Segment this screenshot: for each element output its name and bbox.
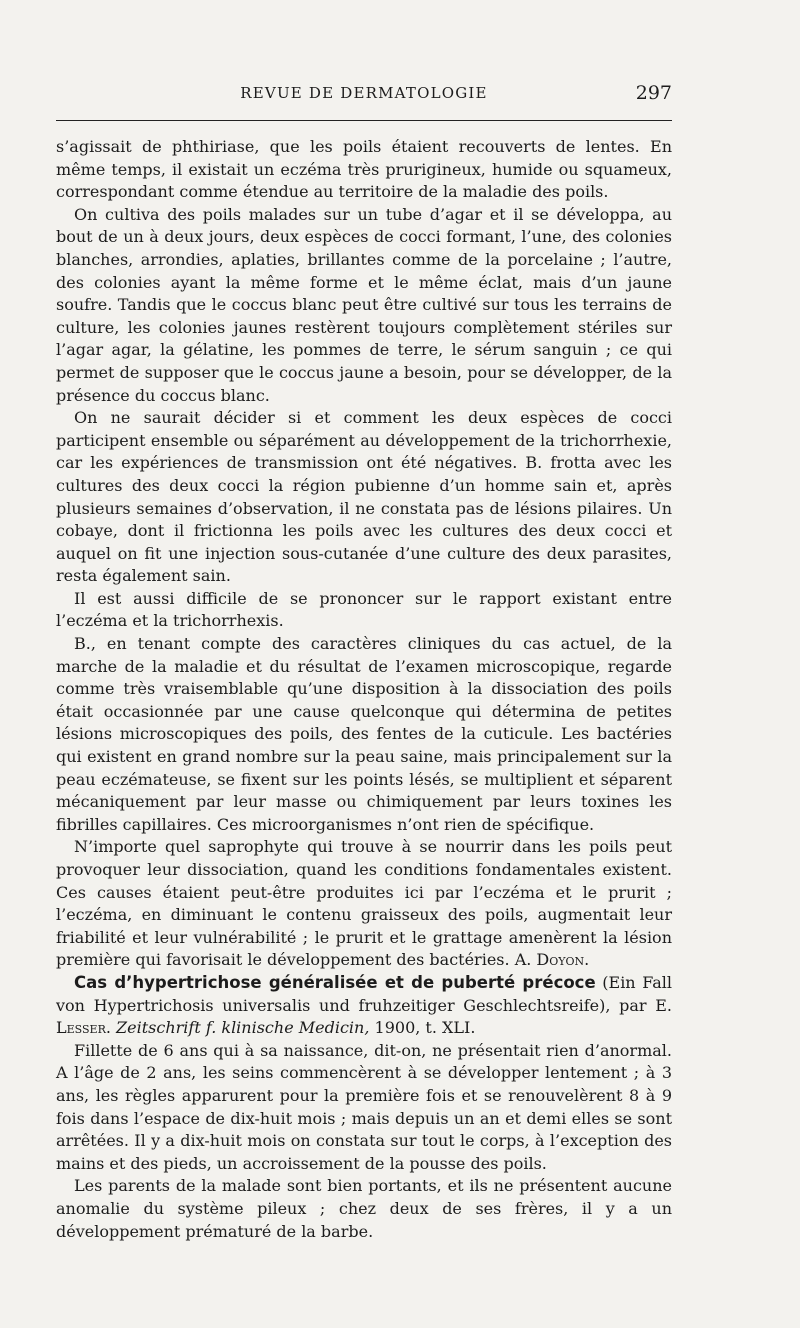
running-head [56, 84, 672, 112]
running-title: REVUE DE DERMATOLOGIE [240, 84, 488, 102]
article-reference: 1900, t. XLI. [374, 1018, 476, 1038]
body-text [56, 136, 672, 1243]
article-title: Cas d’hypertrichose généralisée et de puberté précoce [74, 972, 596, 992]
paragraph-9: Les parents de la malade sont bien portants, et ils ne présentent aucune anomalie du système pileux ; chez deux de ses frères, il y a un développement prématuré de la barbe. [56, 1176, 672, 1241]
paragraph-5: B., en tenant compte des caractères cliniques du cas actuel, de la marche de la maladie et du résultat de l’examen microscopique, regarde comme très vraisemblable qu’une disposition à la dissociation des poils était occasionnée par une cause quelconque qui détermina de petites lésions microscopiques des poils, des fentes de la cuticule. Les bactéries qui existent en grand nombre sur la peau saine, mais principalement sur la peau eczémateuse, se fixent sur les points lésés, se multiplient et séparent mécaniquement par leur masse ou chimiquement par leurs toxines les fibrilles capillaires. Ces microorganismes n’ont rien de spécifique. [56, 634, 672, 834]
paragraph-8: Fillette de 6 ans qui à sa naissance, dit-on, ne présentait rien d’anormal. A l’âge de 2 ans, les seins commencèrent à se développer lentement ; à 3 ans, les règles apparurent pour la première fois et se renouvelèrent 8 à 9 fois dans l’espace de dix-huit mois ; mais depuis un an et demi elles se sont arrêtées. Il y a dix-huit mois on constata sur tout le corps, à l’exception des mains et des pieds, un accroissement de la pousse des poils. [56, 1040, 672, 1173]
article-journal: Zeitschrift f. klinische Medicin, [116, 1018, 370, 1038]
paragraph-3: On ne saurait décider si et comment les deux espèces de cocci participent ensemble ou séparément au développement de la trichorrhexie, car les expériences de transmission ont été négatives. B. frotta avec les cultures des deux cocci la région pubienne d’un homme sain et, après plusieurs semaines d’observation, il ne constata pas de lésions pilaires. Un cobaye, dont il frictionna les poils avec les cultures des deux cocci et auquel on fit une injection sous-cutanée d’une culture des deux parasites, resta également sain. [56, 408, 672, 586]
author-signature: A. Doyon. [514, 950, 590, 970]
paragraph-2: On cultiva des poils malades sur un tube d’agar et il se développa, au bout de un à deux jours, deux espèces de cocci formant, l’une, des colonies blanches, arrondies, aplaties, brillantes comme de la porcelaine ; l’autre, des colonies ayant la même forme et le même éclat, mais d’un jaune soufre. Tandis que le coccus blanc peut être cultivé sur tous les terrains de culture, les colonies jaunes restèrent toujours complètement stériles sur l’agar agar, la gélatine, les pommes de terre, le sérum sanguin ; ce qui permet de supposer que le coccus jaune a besoin, pour se développer, de la présence du coccus blanc. [56, 204, 672, 405]
article-subtitle: (Ein Fall von Hypertrichosis universalis und fruhzeitiger Geschlechtsreife), par [56, 972, 672, 1015]
paragraph-1: s’agissait de phthiriase, que les poils étaient recouverts de lentes. En même temps, il existait un eczéma très prurigineux, humide ou squameux, correspondant comme étendue au territoire de la maladie des poils. [56, 137, 672, 202]
article-author: E. Lesser. [56, 995, 673, 1038]
paragraph-4: Il est aussi difficile de se prononcer sur le rapport existant entre l’eczéma et la trichorrhexis. [56, 588, 672, 631]
page-number: 297 [635, 82, 672, 104]
header-rule [56, 120, 672, 121]
paragraph-6 [56, 836, 672, 972]
paragraph-6-text: N’importe quel saprophyte qui trouve à se nourrir dans les poils peut provoquer leur dissociation, quand les conditions fondamentales existent. Ces causes étaient peut-être produites ici par l’eczéma et le prurit ; l’eczéma, en diminuant le contenu graisseux des poils, augmentait leur friabilité et leur vulnérabilité ; le prurit et le grattage amenèrent la lésion première qui favorisait le développement des bactéries. [56, 837, 672, 970]
article-heading [56, 972, 672, 1040]
